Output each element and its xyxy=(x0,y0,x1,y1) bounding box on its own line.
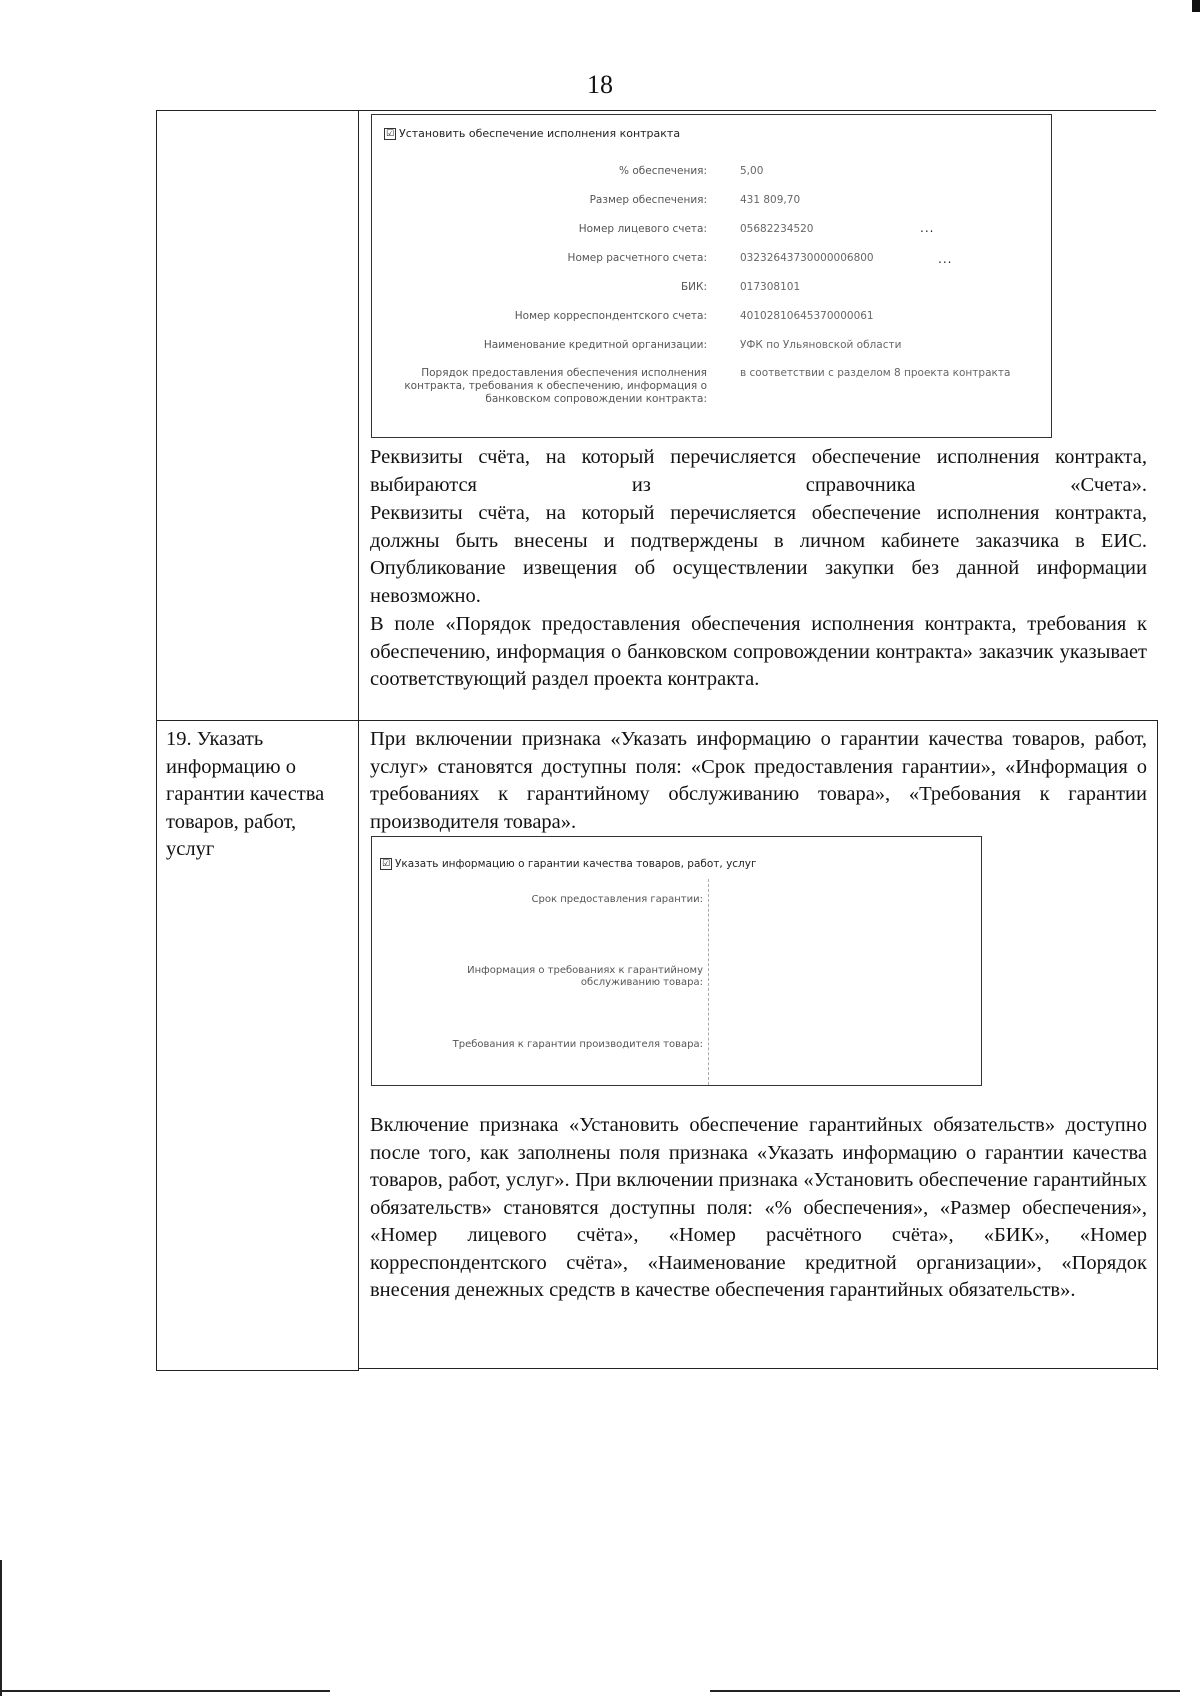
warranty-info-screenshot xyxy=(371,836,982,1086)
field-value: 03232643730000006800 xyxy=(740,252,874,264)
field-label: Номер расчетного счета: xyxy=(567,252,707,264)
checkbox-checked-icon: ☑ xyxy=(385,128,395,139)
field-label: БИК: xyxy=(680,281,707,293)
scan-footer-line-left xyxy=(0,1690,330,1692)
row2-paragraph-2: Включение признака «Установить обеспечение гарантийных обязательств» доступно после того, как заполнены поля признака «Указать информацию о гарантии качества товаров, работ, услуг». При включении признака «Установить обеспечение гарантийных обязательств» становятся доступны поля: «% обеспечения», «Размер обеспечения», «Номер лицевого счёта», «Номер расчётного счёта», «БИК», «Номер корреспондентского счёта», «Наименование кредитной организации», «Порядок внесения денежных средств в качестве обеспечения гарантийных обязательств». xyxy=(370,1114,1147,1301)
more-icon: ... xyxy=(938,252,953,266)
field-label: % обеспечения: xyxy=(619,165,707,177)
row2-item-title: Указать информацию о гарантии качества товаров, работ, услуг xyxy=(166,728,325,860)
field-value: 05682234520 xyxy=(740,223,814,235)
table-right-border-row2 xyxy=(1157,720,1158,1370)
warranty-checkbox-row xyxy=(380,858,757,870)
field-label: Срок предоставления гарантии: xyxy=(531,894,703,905)
contract-security-screenshot xyxy=(371,114,1052,438)
table-left-border xyxy=(156,110,157,1370)
table-row-divider xyxy=(156,720,1157,721)
field-label: Порядок предоставления обеспечения исполнения контракта, требования к обеспечению, информация о банковском сопровождении контракта: xyxy=(404,367,707,405)
row1-paragraph-2: Реквизиты счёта, на который перечисляется обеспечение исполнения контракта, должны быть внесены и подтверждены в личном кабинете заказчика в ЕИС. Опубликование извещения об осуществлении закупки без данной информации невозможно. xyxy=(370,502,1147,607)
field-label: Требования к гарантии производителя товара: xyxy=(452,1039,703,1050)
scan-footer-line-right xyxy=(710,1690,1180,1692)
more-icon: ... xyxy=(920,221,935,235)
table-bottom-border-right xyxy=(358,1368,1158,1369)
field-label: Наименование кредитной организации: xyxy=(483,339,707,351)
field-value: УФК по Ульяновской области xyxy=(740,339,902,351)
row2-item-cell xyxy=(166,726,346,864)
row1-paragraph-3: В поле «Порядок предоставления обеспечения исполнения контракта, требования к обеспечению, информация о банковском сопровождении контракта» заказчик указывает соответствующий раздел проекта контракта. xyxy=(370,613,1147,690)
field-value: 017308101 xyxy=(740,281,801,293)
table-top-border xyxy=(156,110,1156,111)
field-value: 5,00 xyxy=(740,165,764,177)
row2-paragraph-1: При включении признака «Указать информацию о гарантии качества товаров, работ, услуг» становятся доступны поля: «Срок предоставления гарантии», «Информация о требованиях к гарантийному обслуживанию товара», «Требования к гарантии производителя товара». xyxy=(370,728,1147,833)
scan-corner-mark xyxy=(1192,0,1200,12)
table-bottom-border-left xyxy=(156,1370,359,1371)
field-label: Информация о требованиях к гарантийному обслуживанию товара: xyxy=(467,965,703,988)
page-number: 18 xyxy=(587,70,613,99)
scan-edge-line xyxy=(0,1560,2,1696)
field-label: Номер лицевого счета: xyxy=(578,223,707,235)
field-value: 431 809,70 xyxy=(740,194,801,206)
field-value: 40102810645370000061 xyxy=(740,310,874,322)
row1-paragraph-1: Реквизиты счёта, на который перечисляется обеспечение исполнения контракта, выбираются из справочника «Счета». xyxy=(370,446,1147,496)
checkbox-checked-icon: ☑ xyxy=(381,859,391,869)
table-column-divider xyxy=(358,110,359,1370)
warranty-checkbox-label: Указать информацию о гарантии качества товаров, работ, услуг xyxy=(395,858,757,870)
field-label: Номер корреспондентского счета: xyxy=(514,310,707,322)
row2-item-number: 19. xyxy=(166,728,192,750)
contract-security-checkbox-label: Установить обеспечение исполнения контракта xyxy=(399,127,681,140)
field-value: в соответствии с разделом 8 проекта контракта xyxy=(740,367,1011,379)
field-column-divider xyxy=(708,879,709,1085)
contract-security-checkbox-row xyxy=(384,127,680,140)
field-label: Размер обеспечения: xyxy=(589,194,707,206)
